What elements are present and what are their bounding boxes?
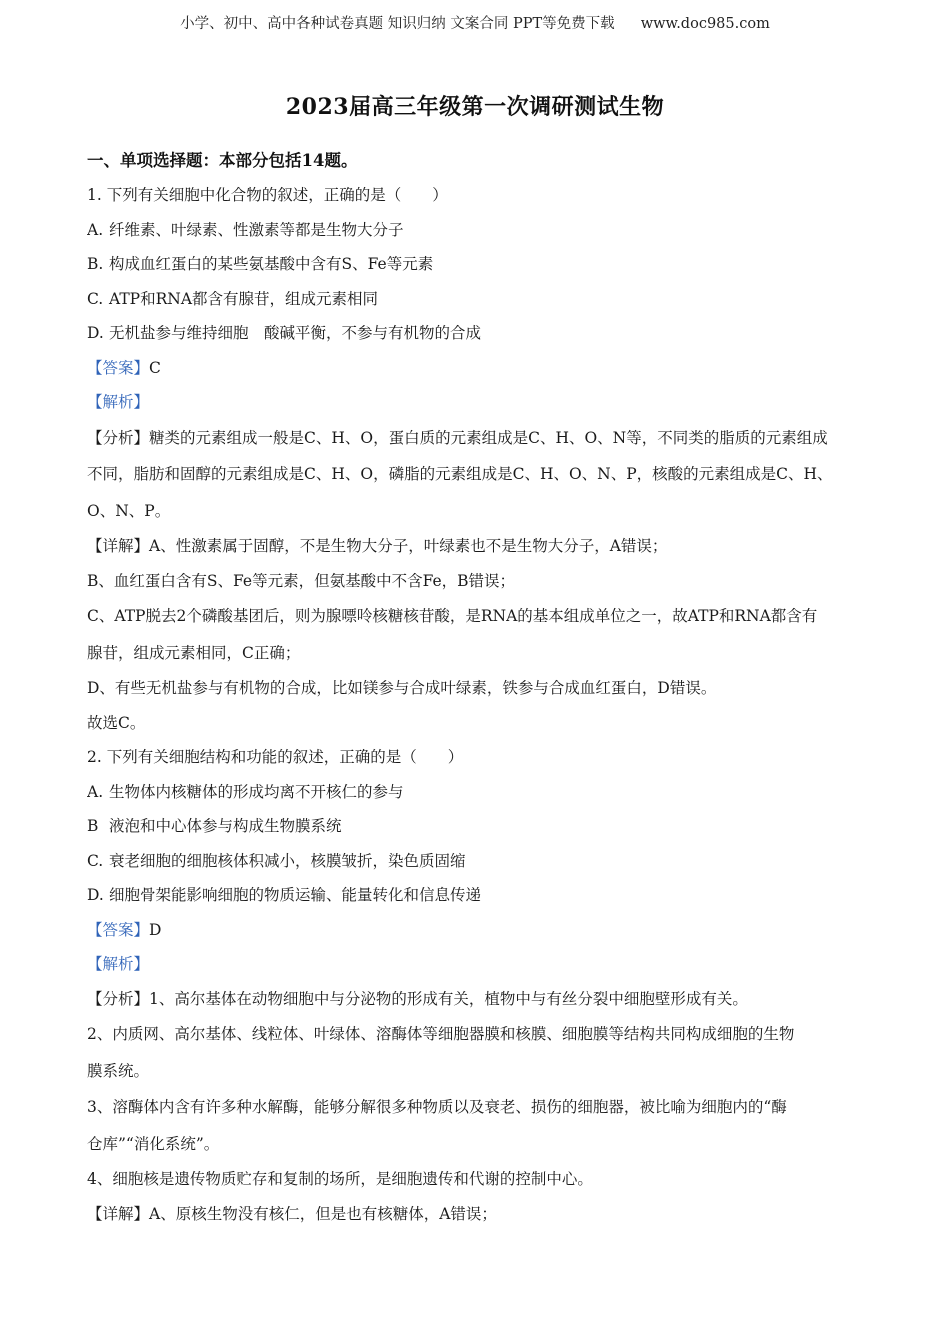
option-text: 无机盐参与维持细胞 酸碱平衡，不参与有机物的合成 [109,324,482,342]
header-site: www.doc985.com [640,16,770,32]
option-letter: A. [87,782,104,801]
option-letter: C. [87,851,104,870]
q2-option-d [87,878,867,913]
q1-option-b [87,247,867,282]
option-text: 衰老细胞的细胞核体积减小，核膜皱折，染色质固缩 [109,851,466,870]
xiangjie-tag: 【详解】 [87,537,150,555]
q2-stem: 2. 下列有关细胞结构和功能的叙述，正确的是（ ） [87,748,464,766]
analysis-tag: 【解析】 [87,393,150,411]
q1-stem: 1. 下列有关细胞中化合物的叙述，正确的是（ ） [87,186,448,204]
q1-fenxi-line-1 [87,420,867,457]
q1-xiangjie-line-3: C、ATP脱去2个磷酸基团后，则为腺嘌呤核糖核苷酸，是RNA的基本组成单位之一，故ATP和RNA都含有 [87,607,818,625]
fenxi-tag: 【分析】 [87,428,150,447]
q1-option-c [87,282,867,317]
option-letter: D. [87,324,104,342]
section-title: 一、单项选择题：本部分包括14题。 [87,151,358,170]
option-letter: C. [87,289,104,308]
q1-xiangjie-line-1 [87,529,867,564]
q1-xiangjie-line-5: D、有些无机盐参与有机物的合成，比如镁参与合成叶绿素，铁参与合成血红蛋白，D错误。 [87,679,717,697]
option-text: ATP和RNA都含有腺苷，组成元素相同 [109,289,379,308]
q2-fenxi-line-3: 膜系统。 [87,1061,150,1080]
q2-fenxi-line-6: 4、细胞核是遗传物质贮存和复制的场所，是细胞遗传和代谢的控制中心。 [87,1170,593,1188]
option-letter: B. [87,255,104,273]
xiangjie-text: A、原核生物没有核仁，但是也有核糖体，A错误； [149,1204,497,1223]
answer-tag: 【答案】 [87,920,150,939]
option-text: 构成血红蛋白的某些氨基酸中含有S、Fe等元素 [109,255,434,273]
option-text: 生物体内核糖体的形成均离不开核仁的参与 [109,782,404,801]
q1-option-d [87,316,867,351]
q2-option-b [87,809,867,844]
fenxi-text: 1、高尔基体在动物细胞中与分泌物的形成有关，植物中与有丝分裂中细胞壁形成有关。 [149,989,748,1008]
xiangjie-text: A、性激素属于固醇，不是生物大分子，叶绿素也不是生物大分子，A错误； [149,537,668,555]
q1-answer [87,351,867,386]
q2-xiangjie-line-1 [87,1197,867,1232]
option-text: 液泡和中心体参与构成生物膜系统 [109,817,342,835]
page-header [0,12,950,33]
option-text: 细胞骨架能影响细胞的物质运输、能量转化和信息传递 [109,886,482,904]
q2-fenxi-line-2: 2、内质网、高尔基体、线粒体、叶绿体、溶酶体等细胞器膜和核膜、细胞膜等结构共同构成细胞的生物 [87,1025,795,1043]
q1-xiangjie-line-4: 腺苷，组成元素相同，C正确； [87,643,301,662]
document-body [87,178,867,1231]
q2-option-a [87,775,867,810]
answer-value: D [149,920,162,939]
option-text: 纤维素、叶绿素、性激素等都是生物大分子 [109,220,404,239]
q2-option-c [87,844,867,879]
option-letter: B [87,817,99,835]
option-letter: A. [87,220,104,239]
q2-fenxi-line-5: 仓库”“消化系统”。 [87,1134,220,1153]
answer-tag: 【答案】 [87,358,150,377]
q1-analysis-heading [87,385,867,420]
fenxi-tag: 【分析】 [87,989,150,1008]
xiangjie-tag: 【详解】 [87,1204,150,1223]
option-letter: D. [87,886,104,904]
analysis-tag: 【解析】 [87,955,150,973]
page-title: 2023届高三年级第一次调研测试生物 [285,94,665,120]
q1-option-a [87,213,867,248]
header-text: 小学、初中、高中各种试卷真题 知识归纳 文案合同 PPT等免费下载 [180,16,615,32]
q2-analysis-heading [87,947,867,982]
fenxi-text: 糖类的元素组成一般是C、H、O，蛋白质的元素组成是C、H、O、N等，不同类的脂质的元素组成 [149,428,828,447]
q1-fenxi-line-2: 不同，脂肪和固醇的元素组成是C、H、O，磷脂的元素组成是C、H、O、N、P，核酸的元素组成是C、H、 [87,465,833,483]
q1-xiangjie-line-6: 故选C。 [87,713,146,732]
q1-fenxi-line-3: O、N、P。 [87,501,171,520]
answer-value: C [149,358,161,377]
q2-fenxi-line-4: 3、溶酶体内含有许多种水解酶，能够分解很多种物质以及衰老、损伤的细胞器，被比喻为细胞内的“酶 [87,1098,787,1116]
q1-xiangjie-line-2: B、血红蛋白含有S、Fe等元素，但氨基酸中不含Fe，B错误； [87,571,516,590]
q2-answer [87,913,867,948]
q2-fenxi-line-1 [87,982,867,1017]
